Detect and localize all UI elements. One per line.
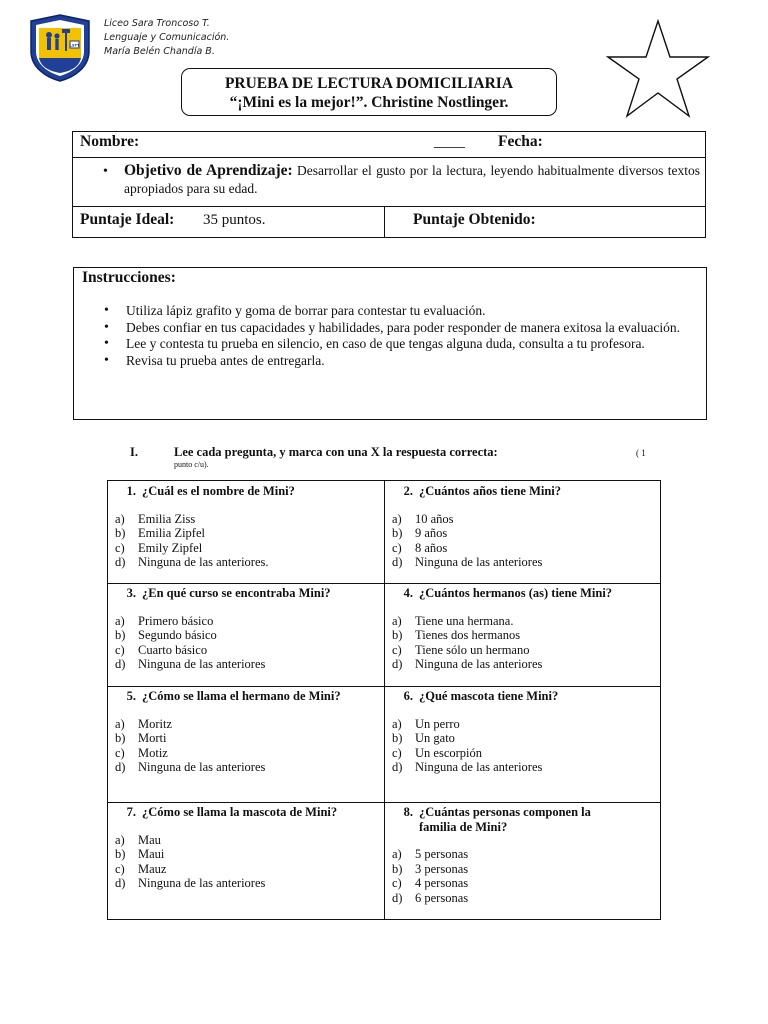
answer-option[interactable] [113, 746, 353, 761]
question-number: 1. [126, 484, 136, 498]
option-letter: d) [115, 657, 126, 672]
teacher-name: María Belén Chandía B. [104, 46, 215, 57]
option-text: Mau [138, 832, 161, 847]
option-text: Segundo básico [138, 628, 217, 643]
option-text: Emily Zipfel [138, 540, 203, 555]
instruction-item: • Lee y contesta tu prueba en silencio, en caso de que tengas alguna duda, consulta a tu profesora. [104, 336, 694, 353]
option-letter: d) [392, 657, 403, 672]
test-title-box [181, 68, 557, 116]
option-letter: d) [115, 555, 126, 570]
answer-option[interactable] [113, 526, 373, 541]
instructions-list [104, 303, 694, 369]
option-text: Primero básico [138, 613, 214, 628]
answer-option[interactable] [113, 833, 373, 848]
answer-option[interactable] [390, 526, 650, 541]
answer-option[interactable] [113, 862, 373, 877]
question-text: ¿Cómo se llama la mascota de Mini? [142, 805, 338, 819]
option-letter: a) [392, 716, 402, 731]
question-1 [113, 484, 373, 570]
answer-options [113, 717, 353, 775]
option-letter: b) [115, 526, 126, 541]
section-number: I. [130, 445, 138, 459]
option-text: 3 personas [415, 861, 469, 876]
answer-options [113, 833, 373, 891]
question-number: 6. [403, 689, 413, 703]
question-text: ¿Cómo se llama el hermano de Mini? [142, 689, 341, 703]
answer-option[interactable] [390, 862, 630, 877]
answer-option[interactable] [113, 512, 373, 527]
school-name: Liceo Sara Troncoso T. [104, 18, 210, 29]
answer-option[interactable] [113, 614, 373, 629]
option-letter: a) [392, 847, 402, 861]
option-letter: c) [392, 745, 402, 760]
answer-option[interactable] [113, 717, 353, 732]
option-letter: c) [392, 876, 402, 891]
answer-option[interactable] [390, 614, 650, 629]
answer-option[interactable] [390, 717, 650, 732]
option-letter: a) [115, 832, 125, 847]
option-letter: d) [115, 760, 126, 775]
question-title [390, 805, 630, 834]
answer-option[interactable] [390, 731, 650, 746]
answer-options [113, 614, 373, 672]
option-text: Un escorpión [415, 745, 482, 760]
option-letter: c) [115, 642, 125, 657]
answer-option[interactable] [390, 891, 630, 906]
answer-options [390, 512, 650, 570]
option-letter: c) [392, 642, 402, 657]
question-3 [113, 586, 373, 672]
question-title [113, 805, 373, 820]
option-text: Moritz [138, 716, 173, 731]
option-letter: c) [115, 861, 125, 876]
question-5 [113, 689, 353, 775]
option-letter: a) [392, 613, 402, 628]
answer-option[interactable] [113, 657, 373, 672]
option-text: 6 personas [415, 890, 469, 905]
nombre-blank[interactable]: ____ [434, 133, 465, 150]
section-points-a: ( 1 [636, 448, 646, 458]
option-text: Ninguna de las anteriores [138, 760, 266, 775]
answer-option[interactable] [390, 541, 650, 556]
option-letter: d) [115, 876, 126, 891]
question-number: 3. [126, 586, 136, 600]
option-letter: a) [115, 716, 125, 731]
option-letter: c) [392, 540, 402, 555]
question-text: ¿Cuál es el nombre de Mini? [142, 484, 295, 498]
answer-option[interactable] [113, 760, 353, 775]
star-icon [606, 18, 710, 120]
option-text: 8 años [415, 540, 448, 555]
instruction-item: • Debes confiar en tus capacidades y habilidades, para poder responder de manera exitosa la evaluación. [104, 320, 694, 337]
option-text: Mauz [138, 861, 167, 876]
question-title [390, 484, 650, 499]
answer-option[interactable] [113, 643, 373, 658]
option-letter: b) [392, 526, 403, 541]
answer-options [390, 614, 650, 672]
option-letter: a) [115, 511, 125, 526]
option-letter: b) [115, 731, 126, 746]
option-letter: c) [115, 540, 125, 555]
answer-option[interactable] [390, 555, 650, 570]
answer-options [113, 512, 373, 570]
question-number: 2. [403, 484, 413, 498]
option-text: Ninguna de las anteriores [415, 760, 543, 775]
question-8 [390, 805, 630, 905]
question-title [113, 586, 373, 601]
section-instruction: Lee cada pregunta, y marca con una X la respuesta correcta: [174, 445, 498, 459]
section-points-b: punto c/u). [174, 460, 209, 469]
answer-options [390, 717, 650, 775]
option-letter: b) [392, 628, 403, 643]
option-text: Maui [138, 847, 165, 862]
instruction-item: • Revisa tu prueba antes de entregarla. [104, 353, 694, 370]
question-2 [390, 484, 650, 570]
question-text: ¿Cuántos hermanos (as) tiene Mini? [419, 586, 613, 600]
student-info-table [72, 131, 706, 238]
answer-option[interactable] [390, 760, 650, 775]
puntaje-ideal-value: 35 puntos. [203, 212, 266, 228]
question-title [390, 586, 650, 601]
test-title: PRUEBA DE LECTURA DOMICILIARIA [224, 75, 514, 92]
answer-option[interactable] [113, 731, 353, 746]
option-letter: d) [392, 760, 403, 775]
question-text: ¿En qué curso se encontraba Mini? [142, 586, 331, 600]
question-number: 5. [126, 689, 136, 703]
option-letter: d) [392, 890, 403, 905]
nombre-label: Nombre: [80, 133, 140, 150]
option-text: Un perro [415, 716, 460, 731]
option-text: 10 años [415, 511, 454, 526]
option-text: Tiene sólo un hermano [415, 642, 530, 657]
subject-name: Lenguaje y Comunicación. [104, 32, 230, 43]
answer-option[interactable] [390, 876, 630, 891]
option-text: Tiene una hermana. [415, 613, 514, 628]
option-letter: a) [115, 613, 125, 628]
question-number: 4. [403, 586, 413, 600]
option-letter: c) [115, 745, 125, 760]
question-6 [390, 689, 650, 775]
question-title [390, 689, 650, 704]
answer-option[interactable] [390, 628, 650, 643]
answer-option[interactable] [113, 876, 373, 891]
answer-option[interactable] [390, 847, 630, 862]
puntaje-ideal-label: Puntaje Ideal: [80, 211, 175, 228]
answer-option[interactable] [113, 541, 373, 556]
answer-option[interactable] [390, 657, 650, 672]
option-text: Emilia Zipfel [138, 526, 205, 541]
option-letter: b) [115, 628, 126, 643]
instructions-box [73, 267, 707, 420]
option-text: Ninguna de las anteriores [415, 555, 543, 570]
logo-text: LSTT [69, 43, 80, 48]
objetivo-text: Desarrollar el gusto por la lectura, leyendo habitualmente diversos textos apropiados para su edad. [124, 163, 700, 196]
question-text: ¿Qué mascota tiene Mini? [419, 689, 559, 703]
option-text: Ninguna de las anteriores [138, 657, 266, 672]
answer-option[interactable] [113, 628, 373, 643]
option-letter: b) [115, 847, 126, 862]
question-text: ¿Cuántas personas componen la familia de Mini? [419, 805, 591, 834]
option-text: 9 años [415, 526, 448, 541]
question-7 [113, 805, 373, 891]
answer-option[interactable] [113, 847, 373, 862]
option-text: Morti [138, 731, 167, 746]
option-text: Ninguna de las anteriores [138, 876, 266, 891]
option-text: Ninguna de las anteriores. [138, 555, 269, 570]
question-title [113, 689, 353, 704]
instructions-title: Instrucciones: [82, 269, 176, 286]
option-text: Ninguna de las anteriores [415, 657, 543, 672]
question-title [113, 484, 373, 499]
option-text: 4 personas [415, 876, 469, 891]
option-letter: d) [392, 555, 403, 570]
option-letter: a) [392, 511, 402, 526]
test-subtitle: “¡Mini es la mejor!”. Christine Nostlinger. [229, 94, 509, 111]
puntaje-obtenido-label: Puntaje Obtenido: [413, 211, 536, 228]
answer-options [390, 847, 630, 905]
question-number: 7. [126, 805, 136, 819]
option-text: Un gato [415, 731, 455, 746]
option-letter: b) [392, 861, 403, 876]
option-text: Motiz [138, 745, 168, 760]
questions-grid [107, 480, 661, 920]
school-info [104, 17, 229, 59]
fecha-label: Fecha: [498, 133, 543, 150]
instruction-item: • Utiliza lápiz grafito y goma de borrar para contestar tu evaluación. [104, 303, 694, 320]
option-text: Tienes dos hermanos [415, 628, 521, 643]
question-number: 8. [403, 805, 413, 819]
option-text: 5 personas [415, 847, 469, 861]
objetivo-label: Objetivo de Aprendizaje: [124, 162, 293, 179]
learning-objective [124, 162, 700, 198]
objective-bullet: • [103, 164, 108, 179]
option-text: Cuarto básico [138, 642, 208, 657]
question-4 [390, 586, 650, 672]
question-text: ¿Cuántos años tiene Mini? [419, 484, 562, 498]
answer-option[interactable] [390, 512, 650, 527]
answer-option[interactable] [390, 746, 650, 761]
option-text: Emilia Ziss [138, 511, 196, 526]
answer-option[interactable] [390, 643, 650, 658]
answer-option[interactable] [113, 555, 373, 570]
school-logo [27, 13, 93, 83]
option-letter: b) [392, 731, 403, 746]
